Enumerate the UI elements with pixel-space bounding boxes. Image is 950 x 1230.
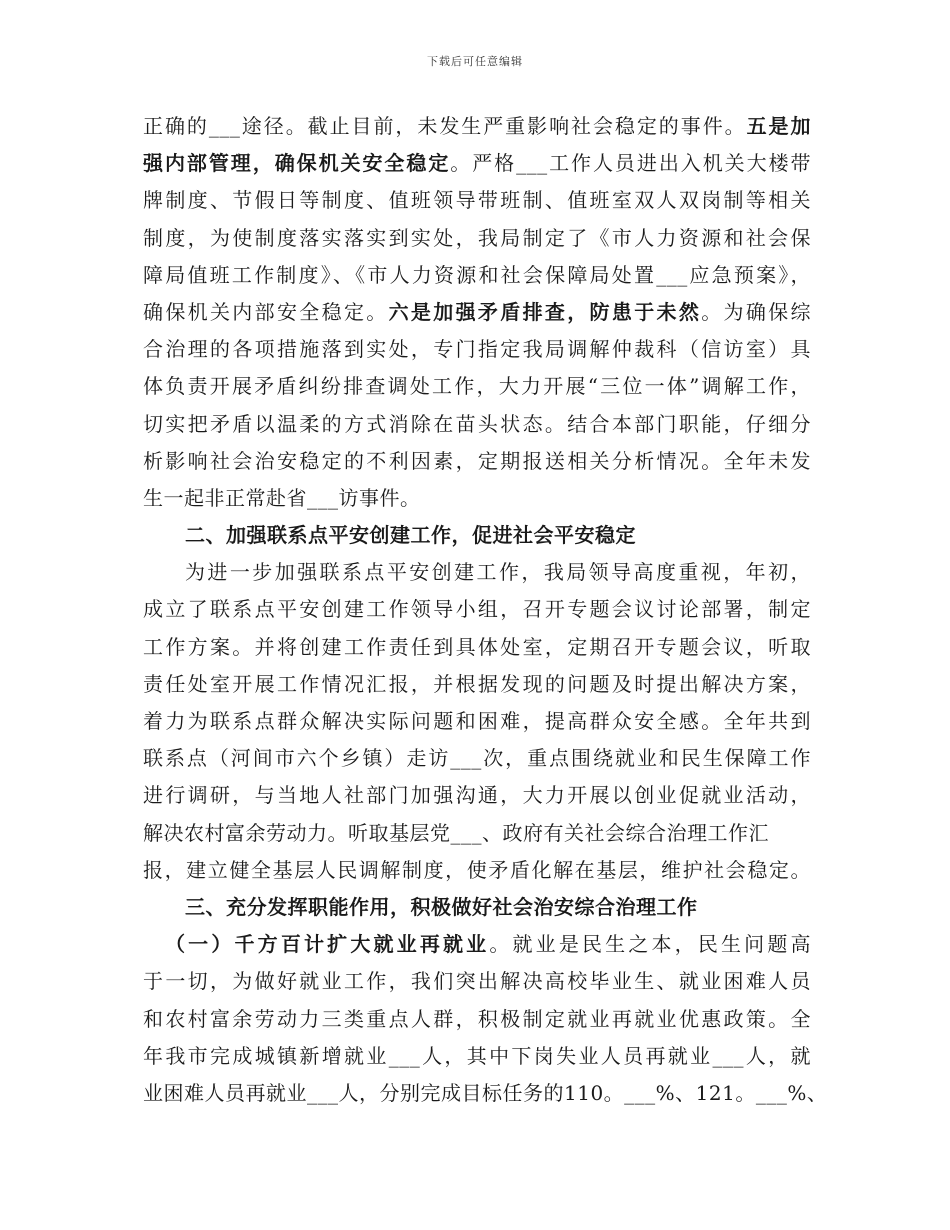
text-line: [143, 257, 811, 294]
body-text: 析影响社会治安稳定的不利因素，定期报送相关分析情况。全年未发: [143, 448, 811, 473]
bold-text: （一）千方百计扩大就业再就业: [165, 932, 490, 957]
body-text: 。就业是民生之本，民生问题高: [489, 932, 812, 957]
body-text: 业困难人员再就业___人，分别完成目标任务的110。___%、121。___%、: [143, 1080, 828, 1105]
body-text: 合治理的各项措施落到实处，专门指定我局调解仲裁科（信访室）具: [143, 337, 811, 362]
bold-text: 二、加强联系点平安创建工作，促进社会平安稳定: [185, 523, 636, 548]
text-line: [143, 629, 811, 666]
body-text: 牌制度、节假日等制度、值班领导带班制、值班室双人双岗制等相关: [143, 188, 811, 213]
text-line: [143, 480, 811, 517]
text-line: [143, 926, 811, 963]
body-text: 生一起非正常赴省___访事件。: [143, 485, 421, 510]
body-text: 障局值班工作制度》、《市人力资源和社会保障局处置___应急预案》，: [143, 262, 811, 287]
text-line: [143, 294, 811, 331]
page-header: 下载后可任意编辑: [427, 55, 523, 68]
section-heading: [143, 517, 811, 554]
bold-text: 强内部管理，确保机关安全稳定: [143, 151, 451, 176]
body-text: 联系点（河间市六个乡镇）走访___次，重点围绕就业和民生保障工作: [143, 746, 811, 771]
body-text: 进行调研，与当地人社部门加强沟通，大力开展以创业促就业活动，: [143, 783, 811, 808]
body-text: 切实把矛盾以温柔的方式消除在苗头状态。结合本部门职能，仔细分: [143, 411, 811, 436]
text-line: [143, 554, 811, 591]
text-line: [143, 852, 811, 889]
text-line: [143, 1075, 828, 1112]
body-text: 确保机关内部安全稳定。: [143, 299, 389, 324]
body-text: 和农村富余劳动力三类重点人群，积极制定就业再就业优惠政策。全: [143, 1006, 811, 1031]
bold-text: 五是加: [746, 114, 812, 138]
text-line: [143, 331, 811, 368]
body-text: 于一切，为做好就业工作，我们突出解决高校毕业生、就业困难人员: [143, 969, 811, 994]
text-line: [143, 108, 811, 145]
text-line: [143, 1038, 811, 1075]
document-body: [143, 108, 828, 1112]
text-line: [143, 443, 811, 480]
body-text: 成立了联系点平安创建工作领导小组，召开专题会议讨论部署，制定: [143, 597, 811, 622]
text-line: [143, 145, 811, 182]
body-text: 解决农村富余劳动力。听取基层党___、政府有关社会综合治理工作汇: [143, 820, 769, 845]
text-line: [143, 220, 811, 257]
bold-text: 三、充分发挥职能作用，积极做好社会治安综合治理工作: [185, 894, 698, 919]
body-text: 制度，为使制度落实落实到实处，我局制定了《市人力资源和社会保: [143, 225, 811, 250]
body-text: 报，建立健全基层人民调解制度，使矛盾化解在基层，维护社会稳定。: [143, 857, 811, 882]
text-line: [143, 777, 811, 814]
text-line: [143, 740, 811, 777]
text-line: [143, 815, 811, 852]
body-text: 为进一步加强联系点平安创建工作，我局领导高度重视，年初，: [185, 560, 811, 585]
text-line: [143, 182, 811, 219]
body-text: 。严格___工作人员进出入机关大楼带: [450, 151, 812, 176]
body-text: 着力为联系点群众解决实际问题和困难，提高群众安全感。全年共到: [143, 709, 811, 733]
section-heading: [143, 889, 811, 926]
text-line: [143, 368, 811, 405]
body-text: 体负责开展矛盾纠纷排查调处工作，大力开展“三位一体”调解工作，: [143, 374, 811, 399]
text-line: [143, 1001, 811, 1038]
text-line: [143, 666, 811, 703]
text-line: [143, 703, 811, 740]
text-line: [143, 963, 811, 1000]
text-line: [143, 591, 811, 628]
bold-text: 六是加强矛盾排查，防患于未然: [388, 299, 702, 324]
body-text: 年我市完成城镇新增就业___人，其中下岗失业人员再就业___人，就: [143, 1043, 811, 1068]
body-text: 。为确保综: [701, 299, 812, 324]
body-text: 正确的___途径。截止目前，未发生严重影响社会稳定的事件。: [143, 114, 747, 138]
body-text: 责任处室开展工作情况汇报，并根据发现的问题及时提出解决方案，: [143, 671, 811, 696]
body-text: 工作方案。并将创建工作责任到具体处室，定期召开专题会议，听取: [143, 634, 811, 659]
text-line: [143, 406, 811, 443]
